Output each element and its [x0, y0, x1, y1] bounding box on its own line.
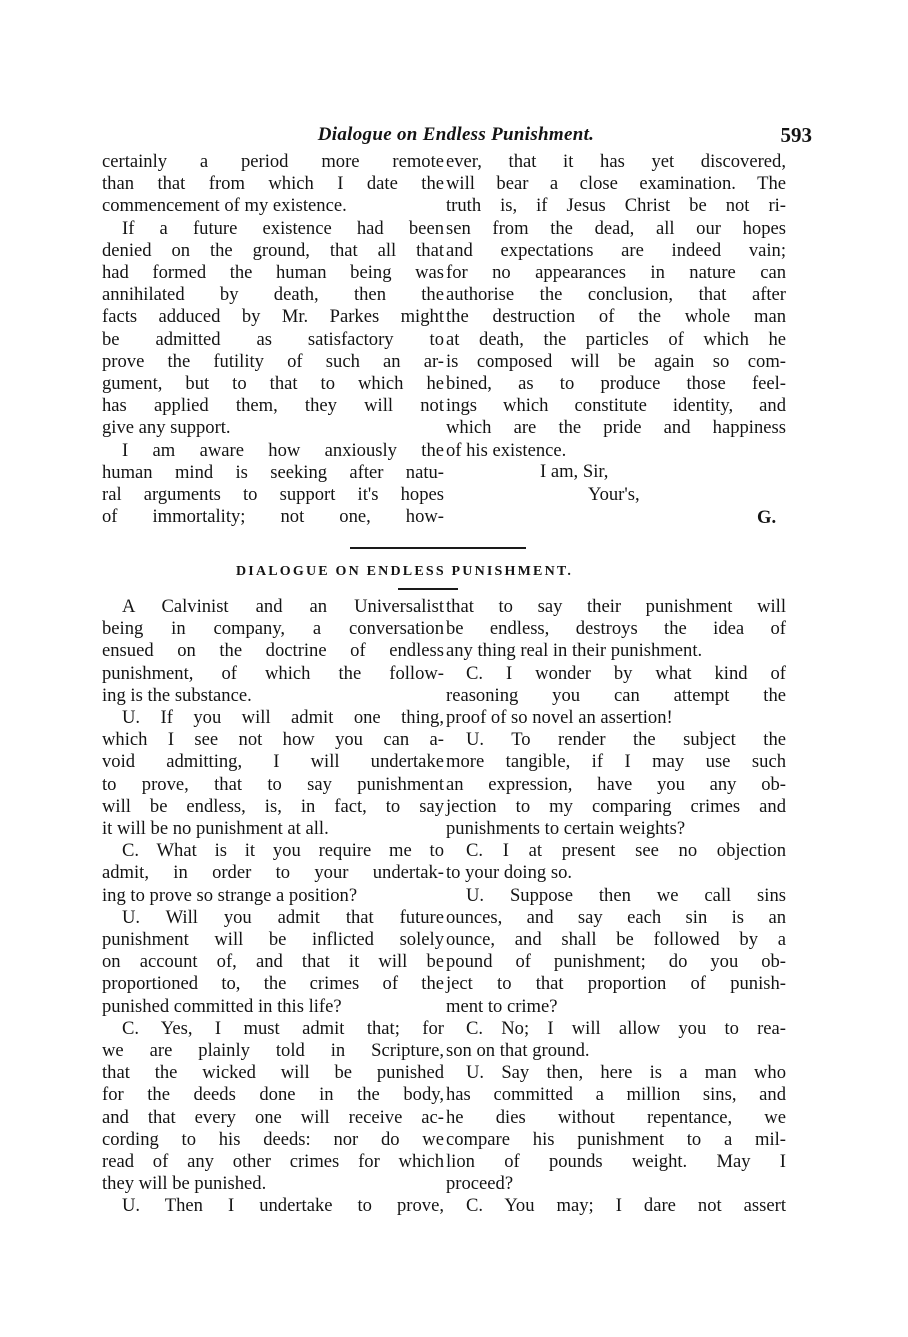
text-line: will bear a close examination. The — [446, 173, 786, 195]
text-line: I am aware how anxiously the — [122, 439, 444, 461]
text-line: that to say their punishment will — [446, 596, 786, 617]
text-line: to your doing so. — [446, 862, 573, 884]
article-left-column — [102, 596, 444, 1218]
text-line: ject to that proportion of punish- — [446, 973, 786, 995]
text-line: which are the pride and happiness — [446, 417, 786, 439]
letter-signature: G. — [757, 507, 777, 528]
text-line: C. I wonder by what kind of — [466, 662, 786, 684]
text-line: C. I at present see no objection — [466, 840, 786, 862]
text-line: at death, the particles of which he — [446, 328, 786, 350]
text-line: ing is the substance. — [102, 684, 252, 706]
letter-right-column — [446, 151, 786, 462]
text-line: punishment, of which the follow- — [102, 662, 444, 684]
text-line: sen from the dead, all our hopes — [446, 217, 786, 239]
text-line: is composed will be again so com- — [446, 350, 786, 372]
text-line: proof of so novel an assertion! — [446, 707, 673, 729]
text-line: of his existence. — [446, 439, 567, 461]
text-line: U. Then I undertake to prove, — [122, 1195, 444, 1217]
text-line: and that every one will receive ac- — [102, 1106, 444, 1128]
text-line: truth is, if Jesus Christ be not ri- — [446, 195, 786, 217]
text-line: punishment will be inflicted solely — [102, 929, 444, 951]
text-line: on account of, and that it will be — [102, 951, 444, 973]
text-line: gument, but to that to which he — [102, 373, 444, 395]
text-line: ensued on the doctrine of endless — [102, 640, 444, 662]
text-line: he dies without repentance, we — [446, 1106, 786, 1128]
text-line: ing to prove so strange a position? — [102, 884, 358, 906]
text-line: C. You may; I dare not assert — [466, 1195, 786, 1217]
text-line: ral arguments to support it's hopes — [102, 484, 444, 506]
text-line: admit, in order to your undertak- — [102, 862, 444, 884]
text-line: proportioned to, the crimes of the — [102, 973, 444, 995]
text-line: will be endless, is, in fact, to say — [102, 795, 444, 817]
text-line: ever, that it has yet discovered, — [446, 151, 786, 172]
text-line: punishments to certain weights? — [446, 818, 686, 840]
text-line: human mind is seeking after natu- — [102, 461, 444, 483]
page-number: 593 — [780, 123, 812, 147]
text-line: being in company, a conversation — [102, 618, 444, 640]
text-line: U. Say then, here is a man who — [466, 1062, 786, 1084]
text-line: it will be no punishment at all. — [102, 818, 329, 840]
text-line: denied on the ground, that all that — [102, 239, 444, 261]
text-line: A Calvinist and an Universalist — [122, 596, 444, 617]
text-line: has committed a million sins, and — [446, 1084, 786, 1106]
text-line: more tangible, if I may use such — [446, 751, 786, 773]
section-divider-rule — [350, 547, 526, 549]
text-line: pound of punishment; do you ob- — [446, 951, 786, 973]
text-line: C. What is it you require me to — [122, 840, 444, 862]
text-line: be endless, destroys the idea of — [446, 618, 786, 640]
text-line: commencement of my existence. — [102, 195, 347, 217]
text-line: U. If you will admit one thing, — [122, 707, 444, 729]
text-line: an expression, have you any ob- — [446, 773, 786, 795]
text-line: for the deeds done in the body, — [102, 1084, 444, 1106]
text-line: give any support. — [102, 417, 231, 439]
running-title: Dialogue on Endless Punishment. — [317, 124, 595, 145]
text-line: U. Will you admit that future — [122, 906, 444, 928]
text-line: void admitting, I will undertake — [102, 751, 444, 773]
text-line: cording to his deeds: nor do we — [102, 1128, 444, 1150]
text-line: If a future existence had been — [122, 217, 444, 239]
text-line: C. No; I will allow you to rea- — [466, 1017, 786, 1039]
text-line: which I see not how you can a- — [102, 729, 444, 751]
text-line: ings which constitute identity, and — [446, 395, 786, 417]
text-line: son on that ground. — [446, 1040, 590, 1062]
text-line: ounces, and say each sin is an — [446, 906, 786, 928]
text-line: lion of pounds weight. May I — [446, 1151, 786, 1173]
text-line: prove the futility of such an ar- — [102, 350, 444, 372]
text-line: compare his punishment to a mil- — [446, 1128, 786, 1150]
text-line: authorise the conclusion, that after — [446, 284, 786, 306]
text-line: for no appearances in nature can — [446, 262, 786, 284]
text-line: they will be punished. — [102, 1173, 267, 1195]
text-line: than that from which I date the — [102, 173, 444, 195]
title-underline-rule — [398, 588, 458, 590]
text-line: that the wicked will be punished — [102, 1062, 444, 1084]
text-line: jection to my comparing crimes and — [446, 795, 786, 817]
text-line: U. Suppose then we call sins — [466, 884, 786, 906]
text-line: of immortality; not one, how- — [102, 506, 444, 528]
text-line: proceed? — [446, 1173, 514, 1195]
text-line: be admitted as satisfactory to — [102, 328, 444, 350]
text-line: and expectations are indeed vain; — [446, 239, 786, 261]
article-title: DIALOGUE ON ENDLESS PUNISHMENT. — [236, 564, 574, 579]
letter-left-column — [102, 151, 444, 528]
text-line: the destruction of the whole man — [446, 306, 786, 328]
text-line: punished committed in this life? — [102, 995, 342, 1017]
text-line: ounce, and shall be followed by a — [446, 929, 786, 951]
text-line: we are plainly told in Scripture, — [102, 1040, 444, 1062]
text-line: reasoning you can attempt the — [446, 684, 786, 706]
letter-closing: I am, Sir, — [540, 461, 609, 482]
page-header — [100, 124, 812, 150]
text-line: U. To render the subject the — [466, 729, 786, 751]
letter-valediction: Your's, — [588, 484, 640, 505]
text-line: bined, as to produce those feel- — [446, 373, 786, 395]
text-line: annihilated by death, then the — [102, 284, 444, 306]
text-line: read of any other crimes for which — [102, 1151, 444, 1173]
text-line: certainly a period more remote — [102, 151, 444, 172]
text-line: to prove, that to say punishment — [102, 773, 444, 795]
text-line: had formed the human being was — [102, 262, 444, 284]
text-line: ment to crime? — [446, 995, 558, 1017]
article-right-column — [446, 596, 786, 1218]
text-line: C. Yes, I must admit that; for — [122, 1017, 444, 1039]
text-line: any thing real in their punishment. — [446, 640, 703, 662]
text-line: has applied them, they will not — [102, 395, 444, 417]
text-line: facts adduced by Mr. Parkes might — [102, 306, 444, 328]
